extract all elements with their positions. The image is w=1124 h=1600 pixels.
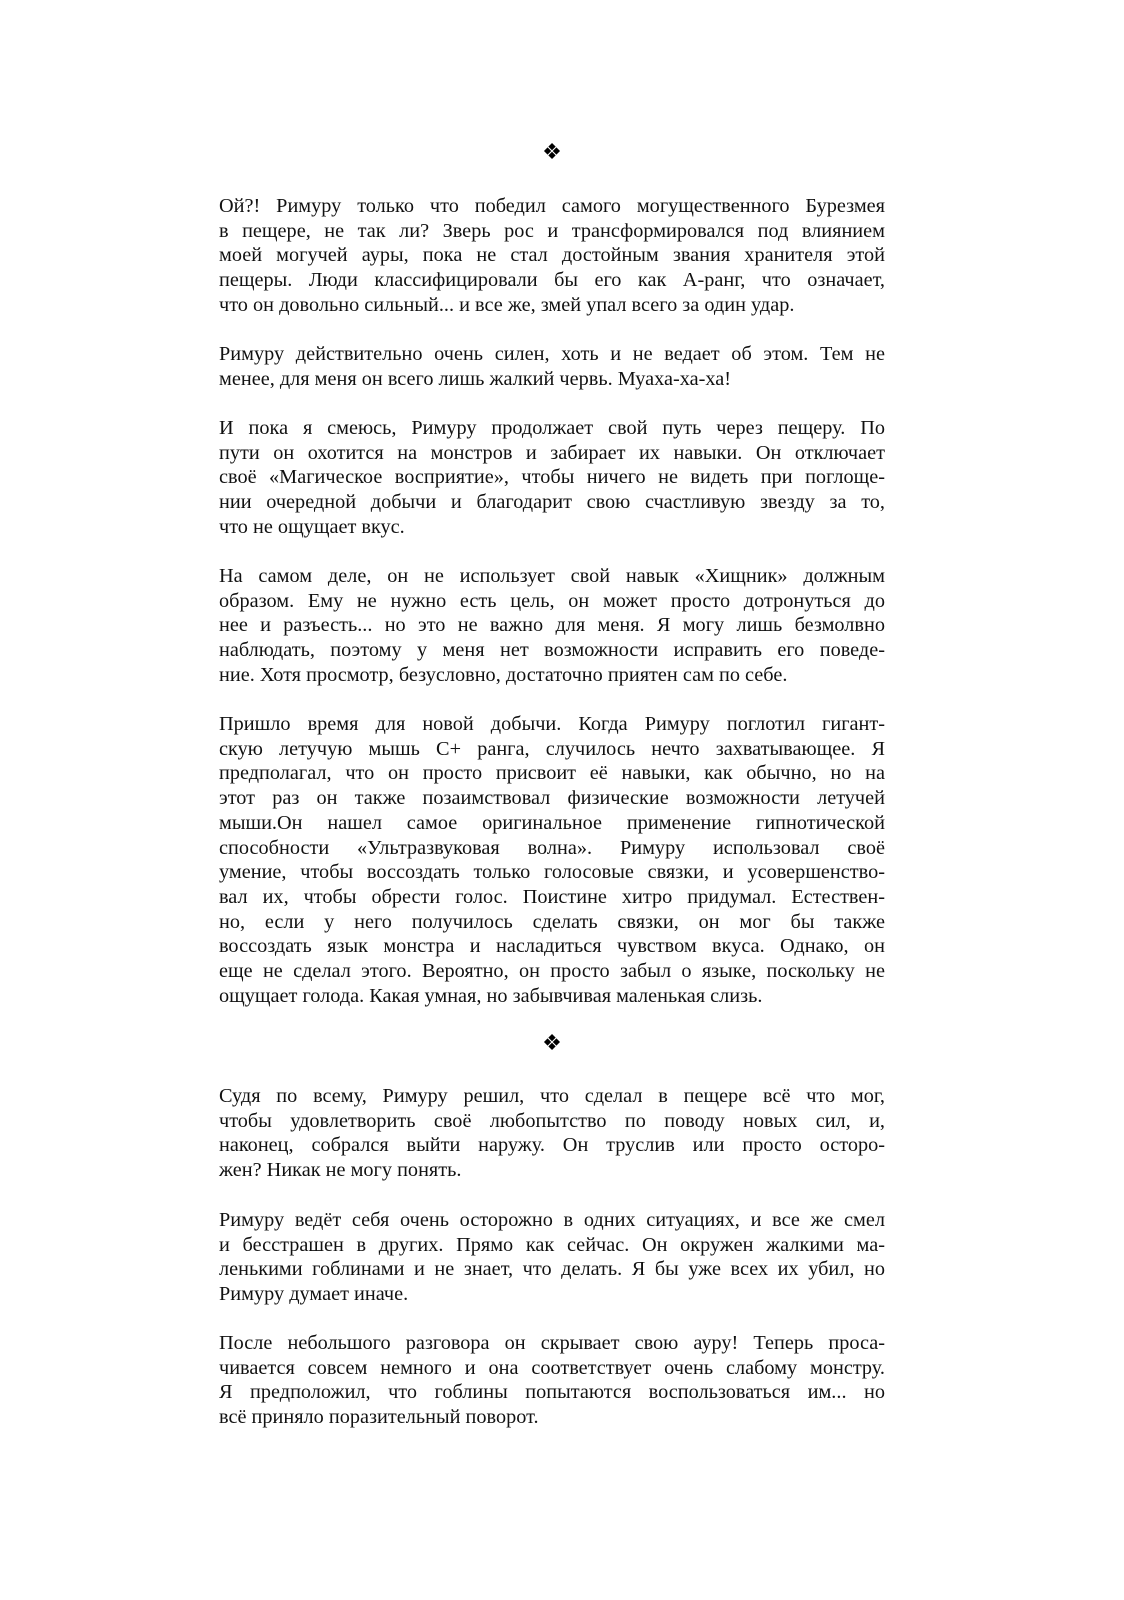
text-line: наконец, собрался выйти наружу. Он труслив или просто осторо- (219, 1134, 885, 1157)
text-line: На самом деле, он не использует свой навык «Хищник» должным (219, 565, 885, 587)
text-line: что не ощущает вкус. (219, 515, 405, 538)
text-line: этот раз он также позаимствовал физические возможности летучей (219, 787, 885, 810)
text-line: И пока я смеюсь, Римуру продолжает свой путь через пещеру. По (219, 417, 885, 439)
text-line: менее, для меня он всего лишь жалкий червь. Муаха-ха-ха! (219, 367, 732, 390)
text-line: всё приняло поразительный поворот. (219, 1406, 539, 1429)
section-separator-diamond-icon: ❖ (542, 1031, 562, 1056)
paragraph-2 (219, 342, 885, 391)
text-line: воссоздать язык монстра и насладиться чувством вкуса. Однако, он (219, 935, 885, 958)
text-line: предполагал, что он просто присвоит её навыки, как обычно, но на (219, 762, 885, 785)
text-line: скую летучую мышь С+ ранга, случилось нечто захватывающее. Я (219, 737, 885, 760)
text-line: пути он охотится на монстров и забирает их навыки. Он отключает (219, 441, 885, 464)
paragraph-6 (219, 1084, 885, 1183)
text-line: моей могучей ауры, пока не стал достойным звания хранителя этой (219, 244, 885, 267)
text-line: Римуру ведёт себя очень осторожно в одних ситуациях, и все же смел (219, 1209, 885, 1231)
text-line: нии очередной добычи и благодарит свою счастливую звезду за то, (219, 491, 885, 514)
text-line: Судя по всему, Римуру решил, что сделал в пещере всё что мог, (219, 1085, 885, 1107)
text-line: Римуру действительно очень силен, хоть и не ведает об этом. Тем не (219, 343, 885, 365)
text-line: но, если у него получилось сделать связки, он мог бы также (219, 910, 885, 933)
paragraph-4 (219, 564, 885, 688)
text-line: жен? Никак не могу понять. (219, 1159, 462, 1182)
text-line: образом. Ему не нужно есть цель, он может просто дотронуться до (219, 589, 885, 612)
text-line: своё «Магическое восприятие», чтобы ничего не видеть при поглоще- (219, 466, 885, 489)
text-line: пещеры. Люди классифицировали бы его как А-ранг, что означает, (219, 269, 885, 292)
text-line: нее и разъесть... но это не важно для меня. Я могу лишь безмолвно (219, 614, 885, 637)
text-line: умение, чтобы воссоздать только голосовые связки, и усовершенство- (219, 861, 885, 884)
text-line: Ой?! Римуру только что победил самого могущественного Бурезмея (219, 195, 885, 217)
text-line: что он довольно сильный... и все же, змей упал всего за один удар. (219, 293, 795, 316)
text-line: способности «Ультразвуковая волна». Римуру использовал своё (219, 836, 885, 859)
text-line: ние. Хотя просмотр, безусловно, достаточно приятен сам по себе. (219, 663, 788, 686)
paragraph-8 (219, 1331, 885, 1430)
paragraph-7 (219, 1208, 885, 1307)
text-line: Римуру думает иначе. (219, 1283, 409, 1306)
text-line: мыши.Он нашел самое оригинальное применение гипнотической (219, 811, 885, 834)
text-line: чивается совсем немного и она соответствует очень слабому монстру. (219, 1356, 885, 1379)
text-line: вал их, чтобы обрести голос. Поистине хитро придумал. Естествен- (219, 885, 885, 908)
text-line: в пещере, не так ли? Зверь рос и трансформировался под влиянием (219, 219, 885, 242)
section-separator-diamond-icon: ❖ (542, 140, 562, 165)
text-line: ощущает голода. Какая умная, но забывчивая маленькая слизь. (219, 984, 763, 1007)
text-line: еще не сделал этого. Вероятно, он просто забыл о языке, поскольку не (219, 960, 885, 983)
text-line: Пришло время для новой добычи. Когда Римуру поглотил гигант- (219, 713, 885, 735)
text-line: ленькими гоблинами и не знает, что делать. Я бы уже всех их убил, но (219, 1258, 885, 1281)
paragraph-5 (219, 712, 885, 1008)
text-line: Я предположил, что гоблины попытаются воспользоваться им... но (219, 1381, 885, 1404)
text-line: и бесстрашен в других. Прямо как сейчас. Он окружен жалкими ма- (219, 1233, 885, 1256)
text-line: После небольшого разговора он скрывает свою ауру! Теперь проса- (219, 1332, 885, 1354)
paragraph-1 (219, 194, 885, 318)
paragraph-3 (219, 416, 885, 540)
text-line: наблюдать, поэтому у меня нет возможности исправить его поведе- (219, 639, 885, 662)
text-line: чтобы удовлетворить своё любопытство по поводу новых сил, и, (219, 1109, 885, 1132)
